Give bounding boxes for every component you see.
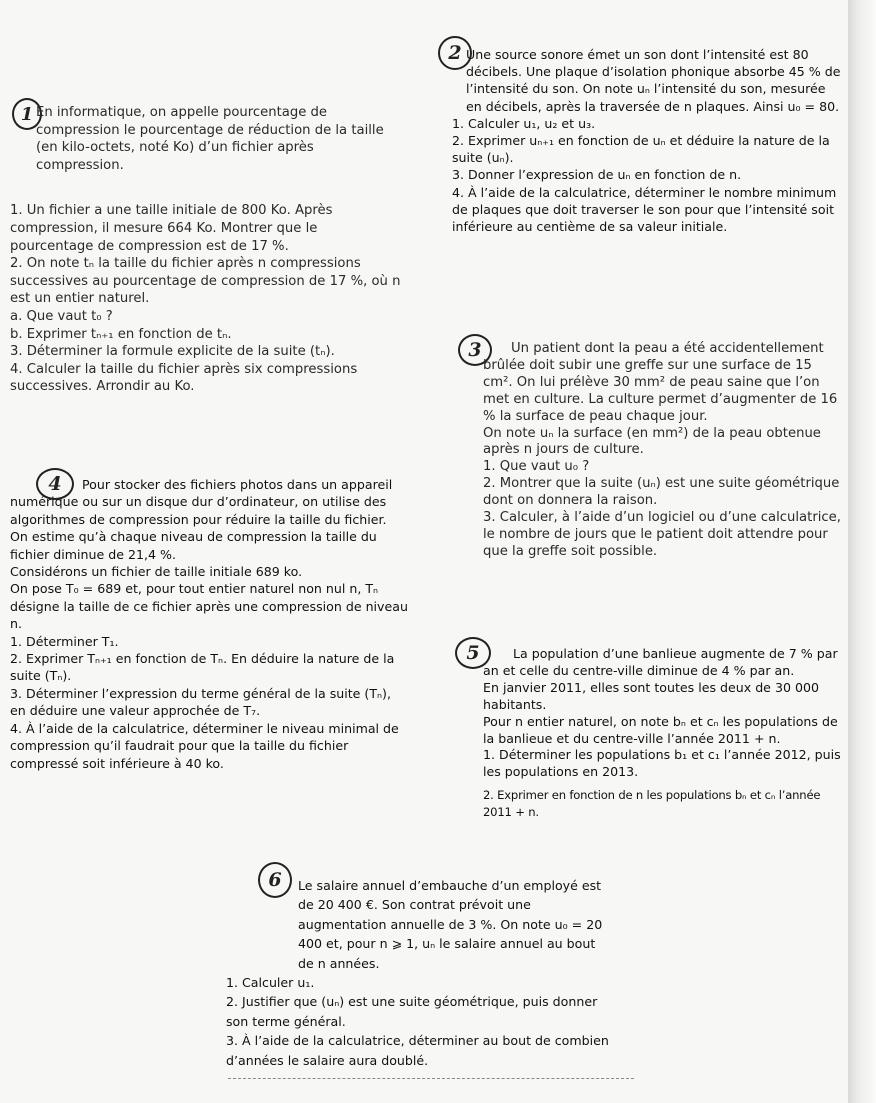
- exercise-5-intro-notation: Pour n entier naturel, on note bₙ et cₙ les populations de la banlieue et du centre-ville l’année 2011 + n.: [483, 713, 838, 746]
- exercise-1-number: 1: [12, 98, 42, 130]
- bottom-dashed-rule: [228, 1078, 634, 1079]
- exercise-5-intro: La population d’une banlieue augmente de 7 % par an et celle du centre-ville diminue de 4 % par an.: [483, 646, 838, 678]
- exercise-5-question-2: 2. Exprimer en fonction de n les populations bₙ et cₙ l’année 2011 + n.: [483, 788, 821, 820]
- exercise-3-question-2: 2. Montrer que la suite (uₙ) est une suite géométrique dont on donnera la raison.: [483, 476, 840, 509]
- exercise-6-question-2: 2. Justifier que (uₙ) est une suite géométrique, puis donner son terme général.: [226, 994, 598, 1029]
- exercise-3-question-3: 3. Calculer, à l’aide d’un logiciel ou d’une calculatrice, le nombre de jours que le patient doit attendre pour que la greffe soit possible.: [483, 510, 841, 559]
- exercise-3-intro-notation: On note uₙ la surface (en mm²) de la peau obtenue après n jours de culture.: [483, 425, 821, 458]
- exercise-4: [10, 476, 410, 772]
- exercise-5-intro-2011: En janvier 2011, elles sont toutes les deux de 30 000 habitants.: [483, 679, 820, 712]
- exercise-4-question-3: 3. Déterminer l’expression du terme général de la suite (Tₙ), en déduire une valeur approchée de T₇.: [10, 685, 391, 719]
- exercise-2-question-4: 4. À l’aide de la calculatrice, déterminer le nombre minimum de plaques que doit traverser le son pour que l’intensité soit inférieure au centième de sa valeur initiale.: [452, 184, 837, 235]
- exercise-3-number: 3: [458, 334, 492, 366]
- exercise-6-number: 6: [258, 862, 292, 898]
- exercise-1-question-2a: a. Que vaut t₀ ?: [10, 308, 113, 324]
- exercise-1-question-2: 2. On note tₙ la taille du fichier après n compressions successives au pourcentage de compression de 17 %, où n est un entier naturel.: [10, 256, 401, 307]
- exercise-6-question-3: 3. À l’aide de la calculatrice, déterminer au bout de combien d’années le salaire aura doublé.: [226, 1033, 609, 1068]
- exercise-3-question-1: 1. Que vaut u₀ ?: [483, 459, 590, 475]
- exercise-2-question-1: 1. Calculer u₁, u₂ et u₃.: [452, 115, 596, 131]
- exercise-4-question-4: 4. À l’aide de la calculatrice, déterminer le niveau minimal de compression qu’il faudrait pour que la taille du fichier compressé soit inférieure à 40 ko.: [10, 720, 399, 771]
- exercise-5-question-1: 1. Déterminer les populations b₁ et c₁ l’année 2012, puis les populations en 2013.: [483, 747, 841, 780]
- exercise-6-question-1: 1. Calculer u₁.: [226, 975, 315, 991]
- exercise-3: [483, 341, 845, 561]
- exercise-2-question-3: 3. Donner l’expression de uₙ en fonction de n.: [452, 167, 742, 183]
- page-edge-shadow: [848, 0, 876, 1103]
- exercise-4-intro: Pour stocker des fichiers photos dans un appareil numérique ou sur un disque dur d’ordinateur, on utilise des algorithmes de compression pour réduire la taille du fichier.: [10, 477, 393, 527]
- exercise-4-intro-notation: On pose T₀ = 689 et, pour tout entier naturel non nul n, Tₙ désigne la taille de ce fichier après une compression de niveau n.: [10, 581, 408, 632]
- exercise-1-question-2b: b. Exprimer tₙ₊₁ en fonction de tₙ.: [10, 326, 232, 342]
- exercise-5-number: 5: [455, 637, 491, 669]
- exercise-4-intro-rate: On estime qu’à chaque niveau de compression la taille du fichier diminue de 21,4 %.: [10, 529, 377, 562]
- exercise-4-number: 4: [36, 468, 74, 500]
- exercise-5: [483, 646, 845, 821]
- exercise-2-question-2: 2. Exprimer uₙ₊₁ en fonction de uₙ et déduire la nature de la suite (uₙ).: [452, 133, 830, 166]
- exercise-1-question-1: 1. Un fichier a une taille initiale de 800 Ko. Après compression, il mesure 664 Ko. Montrer que le pourcentage de compression est de 17 %.: [10, 203, 333, 254]
- exercise-1-intro: En informatique, on appelle pourcentage de compression le pourcentage de réduction de la taille (en kilo-octets, noté Ko) d’un fichier après compression.: [36, 105, 384, 173]
- exercise-2: [452, 46, 844, 235]
- exercise-2-intro: Une source sonore émet un son dont l’intensité est 80 décibels. Une plaque d’isolation phonique absorbe 45 % de l’intensité du son. On note uₙ l’intensité du son, mesurée en décibels, après la traversée de n plaques. Ainsi u₀ = 80.: [466, 47, 841, 114]
- exercise-1: [10, 104, 402, 396]
- exercise-2-number: 2: [438, 36, 472, 70]
- exercise-1-question-4: 4. Calculer la taille du fichier après six compressions successives. Arrondir au Ko.: [10, 361, 358, 395]
- exercise-6-intro: Le salaire annuel d’embauche d’un employé est de 20 400 €. Son contrat prévoit une augmentation annuelle de 3 %. On note u₀ = 20 400 et, pour n ⩾ 1, uₙ le salaire annuel au bout de n années.: [298, 878, 603, 971]
- exercise-4-question-1: 1. Déterminer T₁.: [10, 633, 119, 649]
- exercise-1-question-3: 3. Déterminer la formule explicite de la suite (tₙ).: [10, 344, 335, 360]
- exercise-3-intro: Un patient dont la peau a été accidentellement brûlée doit subir une greffe sur une surface de 15 cm². On lui prélève 30 mm² de peau saine que l’on met en culture. La culture permet d’augmenter de 16 % la surface de peau chaque jour.: [483, 341, 838, 424]
- exercise-4-intro-initial: Considérons un fichier de taille initiale 689 ko.: [10, 564, 303, 580]
- exercise-4-question-2: 2. Exprimer Tₙ₊₁ en fonction de Tₙ. En déduire la nature de la suite (Tₙ).: [10, 651, 395, 684]
- exercise-6: [226, 876, 614, 1070]
